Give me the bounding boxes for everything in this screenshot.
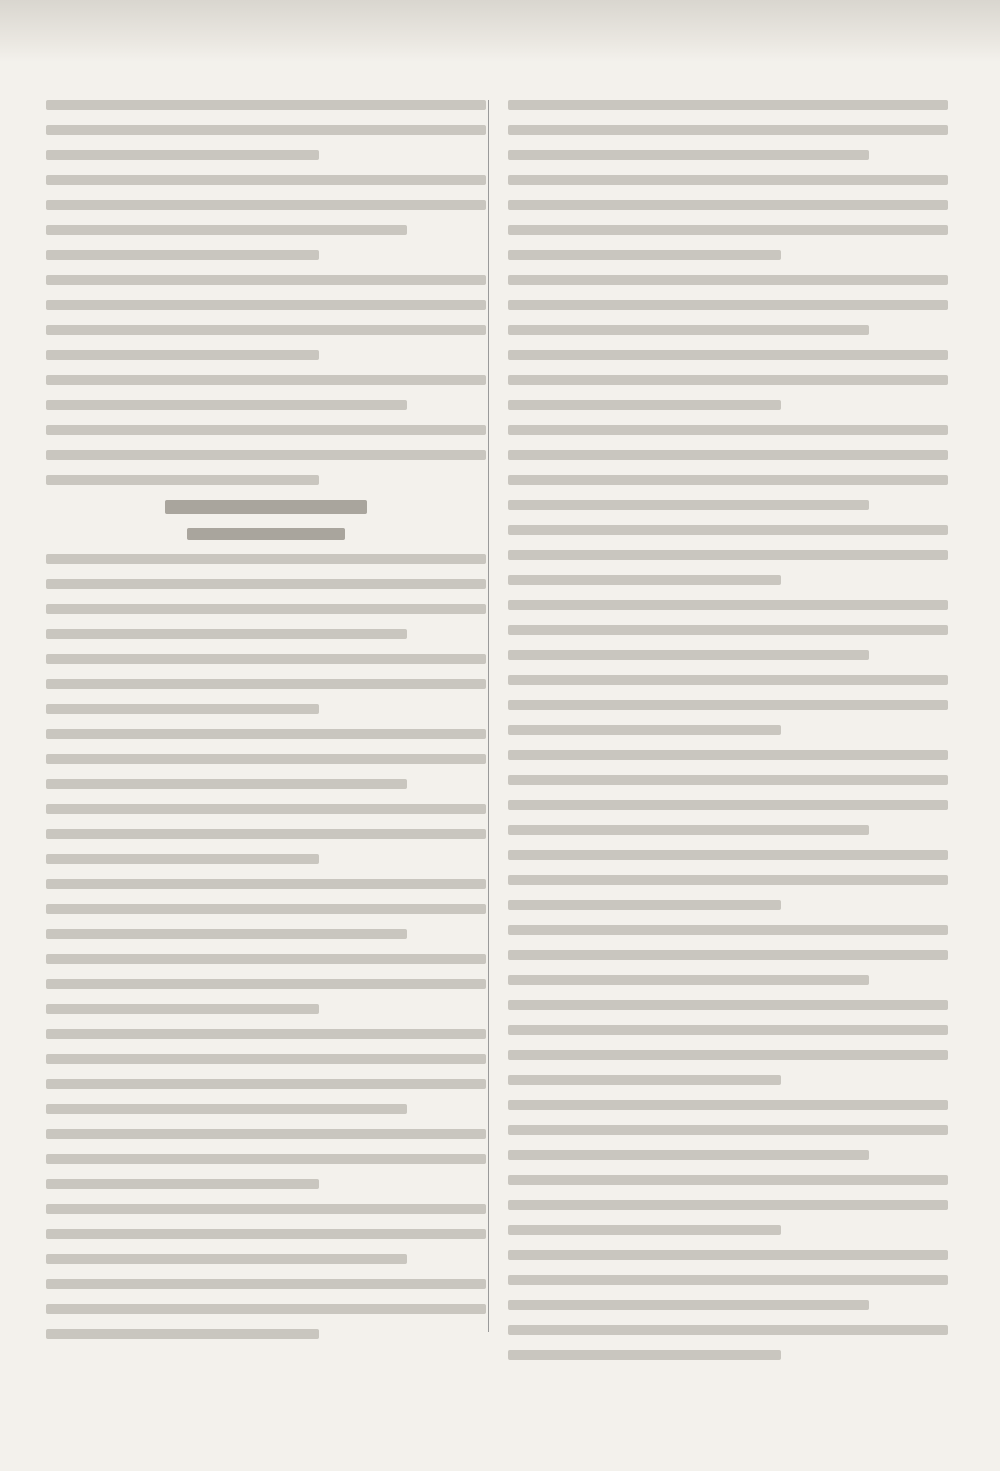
text-placeholder <box>46 400 407 410</box>
text-placeholder <box>46 100 486 110</box>
text-placeholder <box>46 475 319 485</box>
text-placeholder <box>508 225 948 235</box>
text-placeholder <box>508 275 948 285</box>
text-placeholder <box>46 554 486 564</box>
text-placeholder <box>46 225 407 235</box>
text-placeholder <box>46 1079 486 1089</box>
text-placeholder <box>508 625 948 635</box>
text-placeholder <box>46 450 486 460</box>
text-placeholder <box>508 725 781 735</box>
text-placeholder <box>508 900 781 910</box>
text-placeholder <box>508 300 948 310</box>
text-placeholder <box>46 629 407 639</box>
text-placeholder <box>46 729 486 739</box>
text-placeholder <box>46 375 486 385</box>
text-placeholder <box>508 1100 948 1110</box>
text-placeholder <box>508 475 948 485</box>
text-placeholder <box>508 400 781 410</box>
text-placeholder <box>508 1075 781 1085</box>
text-placeholder <box>46 604 486 614</box>
text-placeholder <box>46 300 486 310</box>
text-placeholder <box>46 854 319 864</box>
text-placeholder <box>508 100 948 110</box>
text-placeholder <box>508 425 948 435</box>
text-placeholder <box>46 125 486 135</box>
text-placeholder <box>508 650 869 660</box>
text-placeholder <box>46 979 486 989</box>
text-placeholder <box>46 200 486 210</box>
text-placeholder <box>508 925 948 935</box>
text-placeholder <box>508 1150 869 1160</box>
text-placeholder <box>46 1329 319 1339</box>
subheading-placeholder <box>187 528 345 540</box>
text-placeholder <box>508 325 869 335</box>
text-placeholder <box>508 350 948 360</box>
text-placeholder <box>46 1179 319 1189</box>
text-placeholder <box>508 1200 948 1210</box>
text-placeholder <box>508 450 948 460</box>
text-placeholder <box>46 350 319 360</box>
heading-placeholder <box>165 500 367 514</box>
text-placeholder <box>508 525 948 535</box>
text-placeholder <box>46 175 486 185</box>
text-placeholder <box>46 250 319 260</box>
text-placeholder <box>46 1129 486 1139</box>
text-placeholder <box>508 975 869 985</box>
left-column <box>46 100 486 1354</box>
text-placeholder <box>508 1050 948 1060</box>
text-placeholder <box>508 1350 781 1360</box>
text-placeholder <box>508 150 869 160</box>
text-placeholder <box>508 1000 948 1010</box>
text-placeholder <box>46 804 486 814</box>
text-placeholder <box>508 875 948 885</box>
text-placeholder <box>508 1025 948 1035</box>
text-placeholder <box>46 954 486 964</box>
text-placeholder <box>508 1225 781 1235</box>
text-placeholder <box>508 800 948 810</box>
text-placeholder <box>508 575 781 585</box>
text-placeholder <box>46 1054 486 1064</box>
text-placeholder <box>46 754 486 764</box>
text-placeholder <box>46 829 486 839</box>
text-placeholder <box>508 1300 869 1310</box>
text-placeholder <box>46 1154 486 1164</box>
text-placeholder <box>508 1125 948 1135</box>
text-placeholder <box>508 675 948 685</box>
text-placeholder <box>46 929 407 939</box>
text-placeholder <box>46 1204 486 1214</box>
scan-top-band <box>0 0 1000 62</box>
text-placeholder <box>508 850 948 860</box>
text-placeholder <box>508 1325 948 1335</box>
column-divider <box>488 100 489 1332</box>
text-placeholder <box>46 150 319 160</box>
text-placeholder <box>46 654 486 664</box>
text-placeholder <box>508 1175 948 1185</box>
text-placeholder <box>46 1104 407 1114</box>
text-placeholder <box>508 125 948 135</box>
text-placeholder <box>508 175 948 185</box>
text-placeholder <box>46 1004 319 1014</box>
text-placeholder <box>46 679 486 689</box>
text-placeholder <box>46 779 407 789</box>
text-placeholder <box>46 275 486 285</box>
text-placeholder <box>508 600 948 610</box>
text-placeholder <box>46 1029 486 1039</box>
text-placeholder <box>508 950 948 960</box>
text-placeholder <box>508 750 948 760</box>
text-placeholder <box>508 250 781 260</box>
text-placeholder <box>508 500 869 510</box>
text-placeholder <box>508 375 948 385</box>
text-placeholder <box>508 1250 948 1260</box>
text-placeholder <box>46 579 486 589</box>
text-placeholder <box>508 825 869 835</box>
text-placeholder <box>46 704 319 714</box>
text-placeholder <box>508 1275 948 1285</box>
text-placeholder <box>46 1304 486 1314</box>
text-placeholder <box>508 775 948 785</box>
text-placeholder <box>508 200 948 210</box>
text-placeholder <box>46 425 486 435</box>
right-column <box>508 100 948 1375</box>
text-placeholder <box>46 325 486 335</box>
text-placeholder <box>46 1279 486 1289</box>
text-placeholder <box>46 879 486 889</box>
text-placeholder <box>508 700 948 710</box>
text-placeholder <box>46 1229 486 1239</box>
text-placeholder <box>46 1254 407 1264</box>
text-placeholder <box>46 904 486 914</box>
text-placeholder <box>508 550 948 560</box>
